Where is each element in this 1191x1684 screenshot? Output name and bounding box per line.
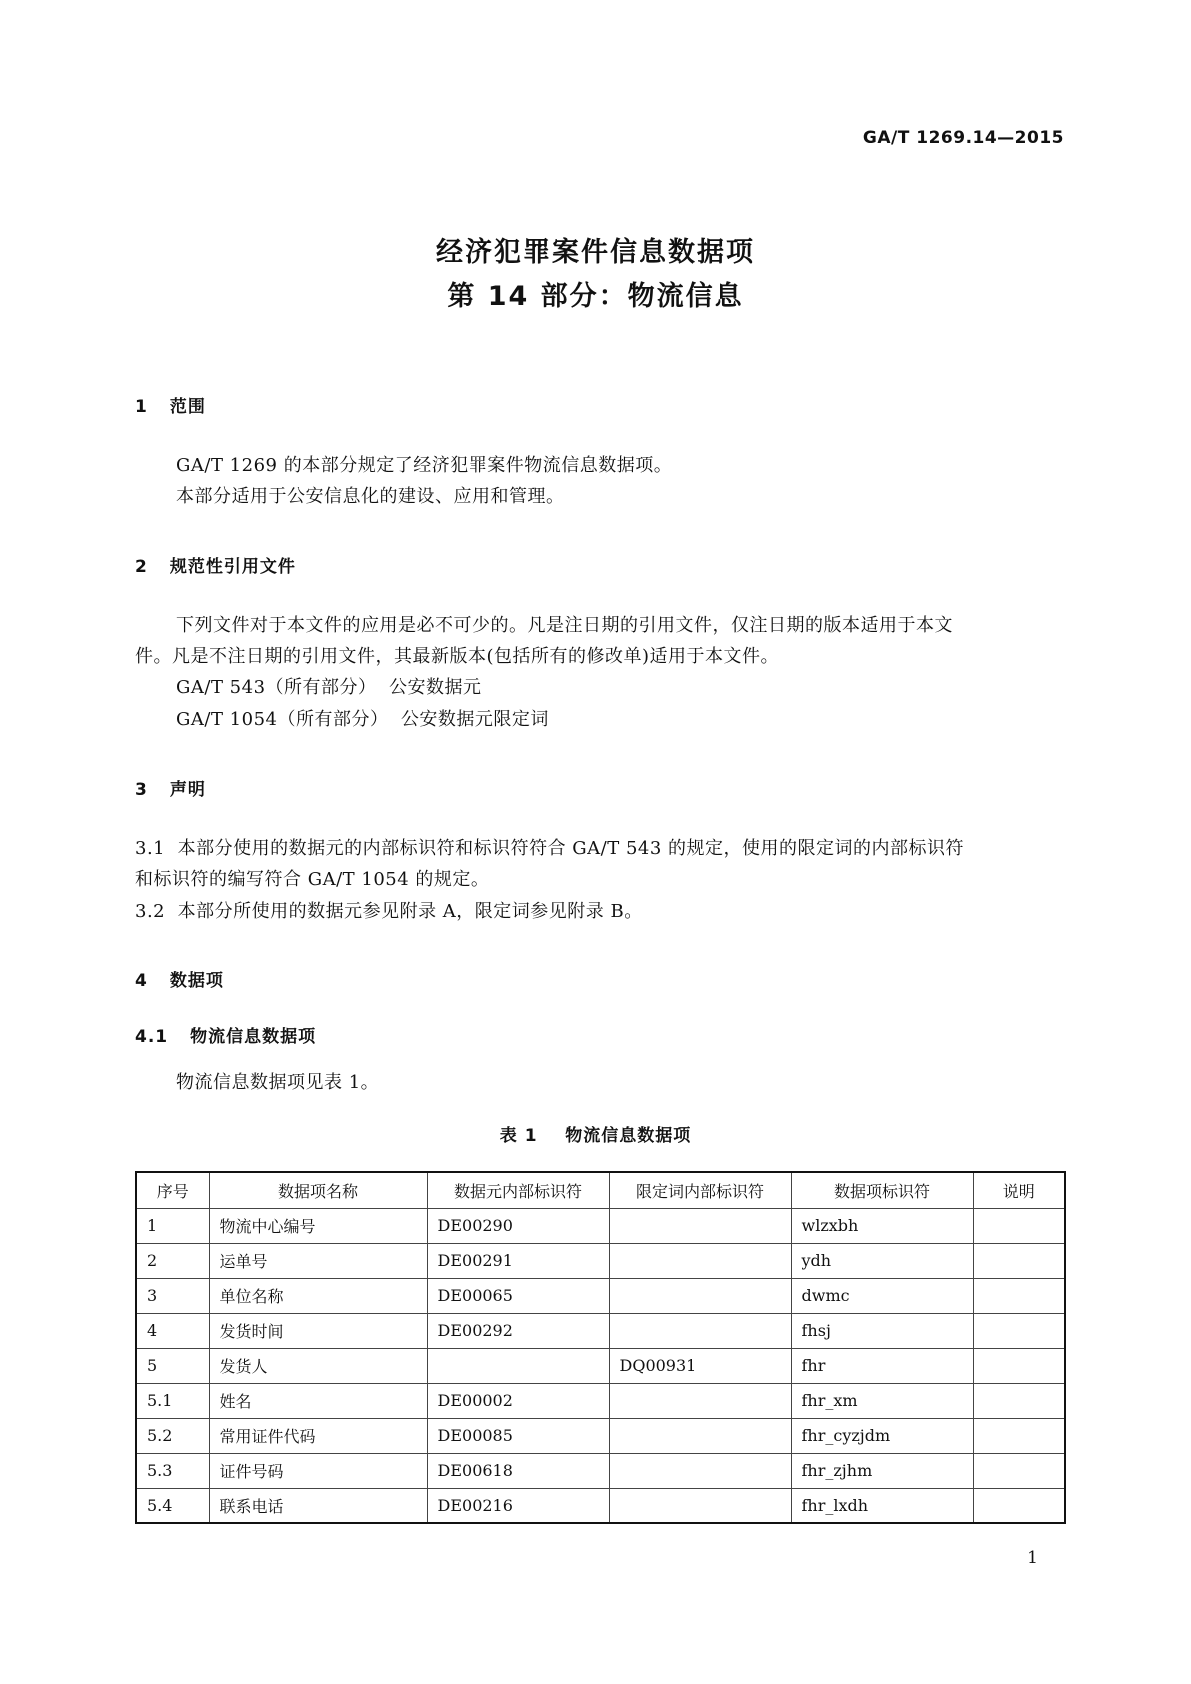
section-4-1-number: 4.1 <box>135 1027 169 1047</box>
cell-notes <box>973 1278 1065 1313</box>
cell-qualifier-id <box>609 1418 791 1453</box>
cell-item-identifier: fhr_zjhm <box>791 1453 973 1488</box>
section-4-heading <box>135 966 224 991</box>
cell-item-name: 姓名 <box>209 1383 427 1418</box>
section-2-para-line-2: 件。凡是不注日期的引用文件，其最新版本(包括所有的修改单)适用于本文件。 <box>135 646 780 667</box>
cell-qualifier-id <box>609 1243 791 1278</box>
cell-item-name: 常用证件代码 <box>209 1418 427 1453</box>
title-main: 经济犯罪案件信息数据项 <box>436 237 755 268</box>
cell-notes <box>973 1383 1065 1418</box>
section-2-number: 2 <box>135 557 148 577</box>
cell-seq: 3 <box>136 1278 209 1313</box>
cell-notes <box>973 1418 1065 1453</box>
standard-number: GA/T 1269.14—2015 <box>862 128 1064 148</box>
cell-seq: 5.3 <box>136 1453 209 1488</box>
section-2-ref-1: GA/T 543（所有部分） 公安数据元 <box>176 677 482 698</box>
section-1-title: 范围 <box>169 397 206 417</box>
cell-element-id: DE00002 <box>427 1383 609 1418</box>
cell-notes <box>973 1348 1065 1383</box>
document-title <box>0 233 1191 317</box>
section-2-para-line-1: 下列文件对于本文件的应用是必不可少的。凡是注日期的引用文件，仅注日期的版本适用于本文 <box>176 615 953 636</box>
table-row <box>136 1383 1065 1418</box>
page-number: 1 <box>1027 1548 1038 1568</box>
cell-element-id: DE00291 <box>427 1243 609 1278</box>
cell-seq: 1 <box>136 1208 209 1243</box>
table-caption: 表 1 物流信息数据项 <box>499 1126 692 1146</box>
table-row <box>136 1453 1065 1488</box>
header-cell-item-identifier: 数据项标识符 <box>791 1172 973 1208</box>
cell-qualifier-id <box>609 1383 791 1418</box>
clause-3-1-line-2: 和标识符的编写符合 GA/T 1054 的规定。 <box>135 869 490 890</box>
cell-seq: 5.4 <box>136 1488 209 1523</box>
cell-item-identifier: fhr_lxdh <box>791 1488 973 1523</box>
section-4-number: 4 <box>135 971 148 991</box>
cell-qualifier-id <box>609 1208 791 1243</box>
cell-item-identifier: dwmc <box>791 1278 973 1313</box>
cell-item-name: 发货人 <box>209 1348 427 1383</box>
cell-element-id: DE00216 <box>427 1488 609 1523</box>
cell-item-name: 物流中心编号 <box>209 1208 427 1243</box>
cell-item-name: 发货时间 <box>209 1313 427 1348</box>
table-row <box>136 1348 1065 1383</box>
cell-element-id: DE00290 <box>427 1208 609 1243</box>
section-3-heading <box>135 775 206 800</box>
cell-notes <box>973 1208 1065 1243</box>
section-1-para-1: GA/T 1269 的本部分规定了经济犯罪案件物流信息数据项。 <box>176 455 673 476</box>
cell-element-id <box>427 1348 609 1383</box>
header-cell-element-id: 数据元内部标识符 <box>427 1172 609 1208</box>
cell-item-identifier: fhr <box>791 1348 973 1383</box>
header-cell-item-name: 数据项名称 <box>209 1172 427 1208</box>
cell-seq: 5 <box>136 1348 209 1383</box>
cell-item-identifier: fhr_xm <box>791 1383 973 1418</box>
cell-item-identifier: ydh <box>791 1243 973 1278</box>
clause-3-1-line-1: 3.1 本部分使用的数据元的内部标识符和标识符符合 GA/T 543 的规定，使用的限定词的内部标识符 <box>135 838 965 859</box>
cell-seq: 5.2 <box>136 1418 209 1453</box>
cell-item-name: 联系电话 <box>209 1488 427 1523</box>
cell-item-name: 单位名称 <box>209 1278 427 1313</box>
cell-item-identifier: fhr_cyzjdm <box>791 1418 973 1453</box>
cell-element-id: DE00085 <box>427 1418 609 1453</box>
section-4-1-title: 物流信息数据项 <box>190 1027 317 1047</box>
cell-element-id: DE00065 <box>427 1278 609 1313</box>
section-3-title: 声明 <box>169 780 206 800</box>
cell-seq: 2 <box>136 1243 209 1278</box>
cell-item-identifier: fhsj <box>791 1313 973 1348</box>
clause-3-2: 3.2 本部分所使用的数据元参见附录 A，限定词参见附录 B。 <box>135 901 643 922</box>
header-cell-notes: 说明 <box>973 1172 1065 1208</box>
cell-item-identifier: wlzxbh <box>791 1208 973 1243</box>
cell-seq: 4 <box>136 1313 209 1348</box>
header-cell-qualifier-id: 限定词内部标识符 <box>609 1172 791 1208</box>
cell-notes <box>973 1243 1065 1278</box>
cell-qualifier-id <box>609 1313 791 1348</box>
table-header-row <box>136 1172 1065 1208</box>
section-4-title: 数据项 <box>169 971 224 991</box>
cell-notes <box>973 1453 1065 1488</box>
data-items-table <box>135 1171 1066 1524</box>
table-row <box>136 1208 1065 1243</box>
section-4-1-heading <box>135 1022 316 1047</box>
cell-qualifier-id <box>609 1488 791 1523</box>
cell-seq: 5.1 <box>136 1383 209 1418</box>
section-1-para-2: 本部分适用于公安信息化的建设、应用和管理。 <box>176 486 565 507</box>
section-3-number: 3 <box>135 780 148 800</box>
cell-element-id: DE00292 <box>427 1313 609 1348</box>
cell-item-name: 运单号 <box>209 1243 427 1278</box>
cell-qualifier-id <box>609 1278 791 1313</box>
cell-qualifier-id: DQ00931 <box>609 1348 791 1383</box>
cell-element-id: DE00618 <box>427 1453 609 1488</box>
title-sub: 第 14 部分：物流信息 <box>447 281 744 312</box>
section-2-title: 规范性引用文件 <box>169 557 296 577</box>
section-4-1-para: 物流信息数据项见表 1。 <box>176 1072 380 1093</box>
section-2-ref-2: GA/T 1054（所有部分） 公安数据元限定词 <box>176 709 549 730</box>
header-cell-seq: 序号 <box>136 1172 209 1208</box>
table-row <box>136 1418 1065 1453</box>
table-row <box>136 1243 1065 1278</box>
cell-notes <box>973 1488 1065 1523</box>
cell-notes <box>973 1313 1065 1348</box>
section-1-number: 1 <box>135 397 148 417</box>
section-2-heading <box>135 552 296 577</box>
table-row <box>136 1278 1065 1313</box>
section-1-heading <box>135 392 206 417</box>
table-row <box>136 1313 1065 1348</box>
cell-item-name: 证件号码 <box>209 1453 427 1488</box>
cell-qualifier-id <box>609 1453 791 1488</box>
table-row <box>136 1488 1065 1523</box>
